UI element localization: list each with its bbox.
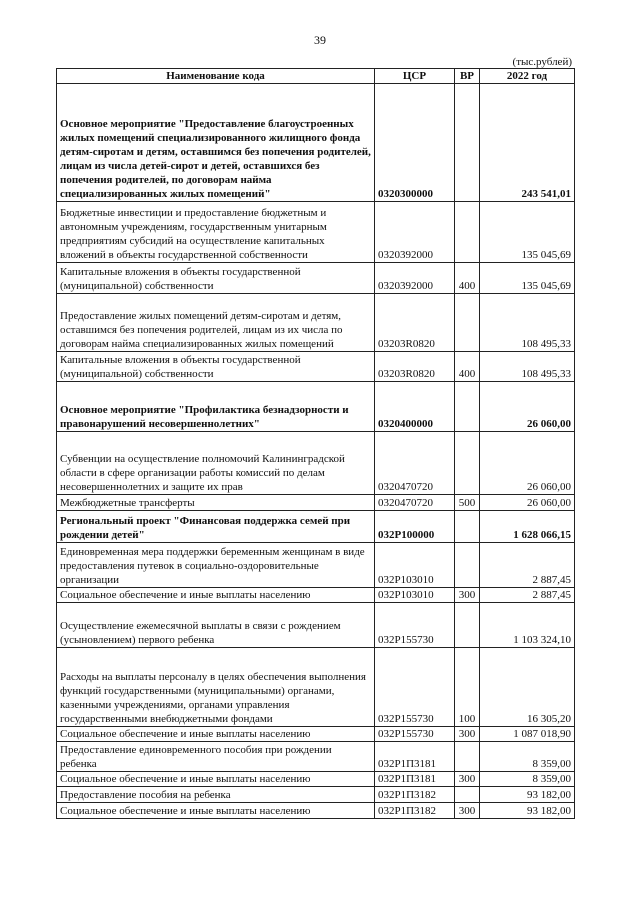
- row-amount: 26 060,00: [480, 432, 575, 495]
- row-amount: 8 359,00: [480, 742, 575, 772]
- row-csr: 032P155730: [375, 603, 455, 648]
- row-vr: [455, 603, 480, 648]
- row-csr: 0320470720: [375, 432, 455, 495]
- header-vr: ВР: [455, 69, 480, 84]
- header-name: Наименование кода: [57, 69, 375, 84]
- row-name: Региональный проект "Финансовая поддержка семей при рождении детей": [57, 511, 375, 543]
- page-number: 39: [314, 33, 326, 47]
- row-csr: 032P155730: [375, 727, 455, 742]
- row-amount: 8 359,00: [480, 772, 575, 787]
- row-vr: [455, 543, 480, 588]
- row-csr: 032P155730: [375, 648, 455, 727]
- header-year: 2022 год: [480, 69, 575, 84]
- row-vr: 400: [455, 352, 480, 382]
- row-name: Социальное обеспечение и иные выплаты населению: [57, 588, 375, 603]
- row-csr: 03203R0820: [375, 294, 455, 352]
- table-row: [57, 787, 575, 803]
- row-csr: 0320400000: [375, 382, 455, 432]
- table-row: [57, 603, 575, 648]
- row-csr: 032P103010: [375, 588, 455, 603]
- row-name: Социальное обеспечение и иные выплаты населению: [57, 727, 375, 742]
- row-name: Бюджетные инвестиции и предоставление бюджетным и автономным учреждениям, государственным унитарным предприятиям субсидий на осуществление капитальных вложений в объекты государственной собственности: [57, 202, 375, 263]
- table-row: [57, 588, 575, 603]
- row-name: Капитальные вложения в объекты государственной (муниципальной) собственности: [57, 263, 375, 294]
- table-row: [57, 648, 575, 727]
- row-vr: [455, 787, 480, 803]
- row-name: Предоставление пособия на ребенка: [57, 787, 375, 803]
- row-vr: 400: [455, 263, 480, 294]
- row-csr: 032P1П3181: [375, 772, 455, 787]
- row-name: Социальное обеспечение и иные выплаты населению: [57, 772, 375, 787]
- row-amount: 108 495,33: [480, 352, 575, 382]
- row-name: Субвенции на осуществление полномочий Калининградской области в сфере организации работы комиссий по делам несовершеннолетних и защите их прав: [57, 432, 375, 495]
- row-csr: 032P100000: [375, 511, 455, 543]
- row-vr: 300: [455, 772, 480, 787]
- row-vr: 300: [455, 727, 480, 742]
- row-name: Единовременная мера поддержки беременным женщинам в виде предоставления путевок в социально-оздоровительные организации: [57, 543, 375, 588]
- row-name: Предоставление жилых помещений детям-сиротам и детям, оставшимся без попечения родителей, лицам из их числа по договорам найма специализированных жилых помещений: [57, 294, 375, 352]
- table-row: [57, 511, 575, 543]
- table-row: [57, 772, 575, 787]
- row-csr: 032P1П3182: [375, 787, 455, 803]
- row-csr: 032P1П3181: [375, 742, 455, 772]
- row-amount: 243 541,01: [480, 84, 575, 202]
- row-name: Социальное обеспечение и иные выплаты населению: [57, 803, 375, 819]
- table-row: [57, 84, 575, 202]
- table-row: [57, 742, 575, 772]
- table-row: [57, 803, 575, 819]
- row-amount: 1 087 018,90: [480, 727, 575, 742]
- table-body: [57, 84, 575, 819]
- row-vr: [455, 202, 480, 263]
- row-name: Капитальные вложения в объекты государственной (муниципальной) собственности: [57, 352, 375, 382]
- row-amount: 108 495,33: [480, 294, 575, 352]
- row-vr: [455, 294, 480, 352]
- row-amount: 1 103 324,10: [480, 603, 575, 648]
- header-csr: ЦСР: [375, 69, 455, 84]
- units-label: (тыс.рублей): [512, 56, 572, 68]
- table-header-row: [57, 69, 575, 84]
- row-vr: 100: [455, 648, 480, 727]
- row-vr: [455, 742, 480, 772]
- row-csr: 03203R0820: [375, 352, 455, 382]
- row-name: Основное мероприятие "Предоставление благоустроенных жилых помещений специализированного жилищного фонда детям-сиротам и детям, оставшимся без попечения родителей, лицам из числа детей-сирот и детей, оставшихся без попечения родителей, по договорам найма специализированных жилых помещений": [57, 84, 375, 202]
- row-amount: 26 060,00: [480, 382, 575, 432]
- row-amount: 2 887,45: [480, 588, 575, 603]
- row-name: Предоставление единовременного пособия при рождении ребенка: [57, 742, 375, 772]
- row-name: Осуществление ежемесячной выплаты в связи с рождением (усыновлением) первого ребенка: [57, 603, 375, 648]
- row-csr: 0320300000: [375, 84, 455, 202]
- row-amount: 16 305,20: [480, 648, 575, 727]
- row-amount: 93 182,00: [480, 787, 575, 803]
- row-csr: 032P1П3182: [375, 803, 455, 819]
- row-vr: [455, 432, 480, 495]
- row-csr: 0320392000: [375, 202, 455, 263]
- row-vr: 500: [455, 495, 480, 511]
- row-vr: 300: [455, 803, 480, 819]
- table-row: [57, 202, 575, 263]
- table-row: [57, 352, 575, 382]
- row-amount: 93 182,00: [480, 803, 575, 819]
- row-amount: 135 045,69: [480, 263, 575, 294]
- table-row: [57, 543, 575, 588]
- row-amount: 135 045,69: [480, 202, 575, 263]
- row-amount: 26 060,00: [480, 495, 575, 511]
- table-row: [57, 294, 575, 352]
- row-vr: [455, 382, 480, 432]
- table-row: [57, 382, 575, 432]
- row-name: Основное мероприятие "Профилактика безнадзорности и правонарушений несовершеннолетних": [57, 382, 375, 432]
- row-csr: 0320470720: [375, 495, 455, 511]
- row-csr: 032P103010: [375, 543, 455, 588]
- table-row: [57, 432, 575, 495]
- row-vr: [455, 84, 480, 202]
- row-name: Расходы на выплаты персоналу в целях обеспечения выполнения функций государственными (муниципальными) органами, казенными учреждениями, органами управления государственными внебюджетными фондами: [57, 648, 375, 727]
- row-vr: [455, 511, 480, 543]
- row-csr: 0320392000: [375, 263, 455, 294]
- table-row: [57, 727, 575, 742]
- budget-table: [56, 68, 575, 819]
- row-amount: 2 887,45: [480, 543, 575, 588]
- table-row: [57, 495, 575, 511]
- row-vr: 300: [455, 588, 480, 603]
- row-amount: 1 628 066,15: [480, 511, 575, 543]
- row-name: Межбюджетные трансферты: [57, 495, 375, 511]
- table-row: [57, 263, 575, 294]
